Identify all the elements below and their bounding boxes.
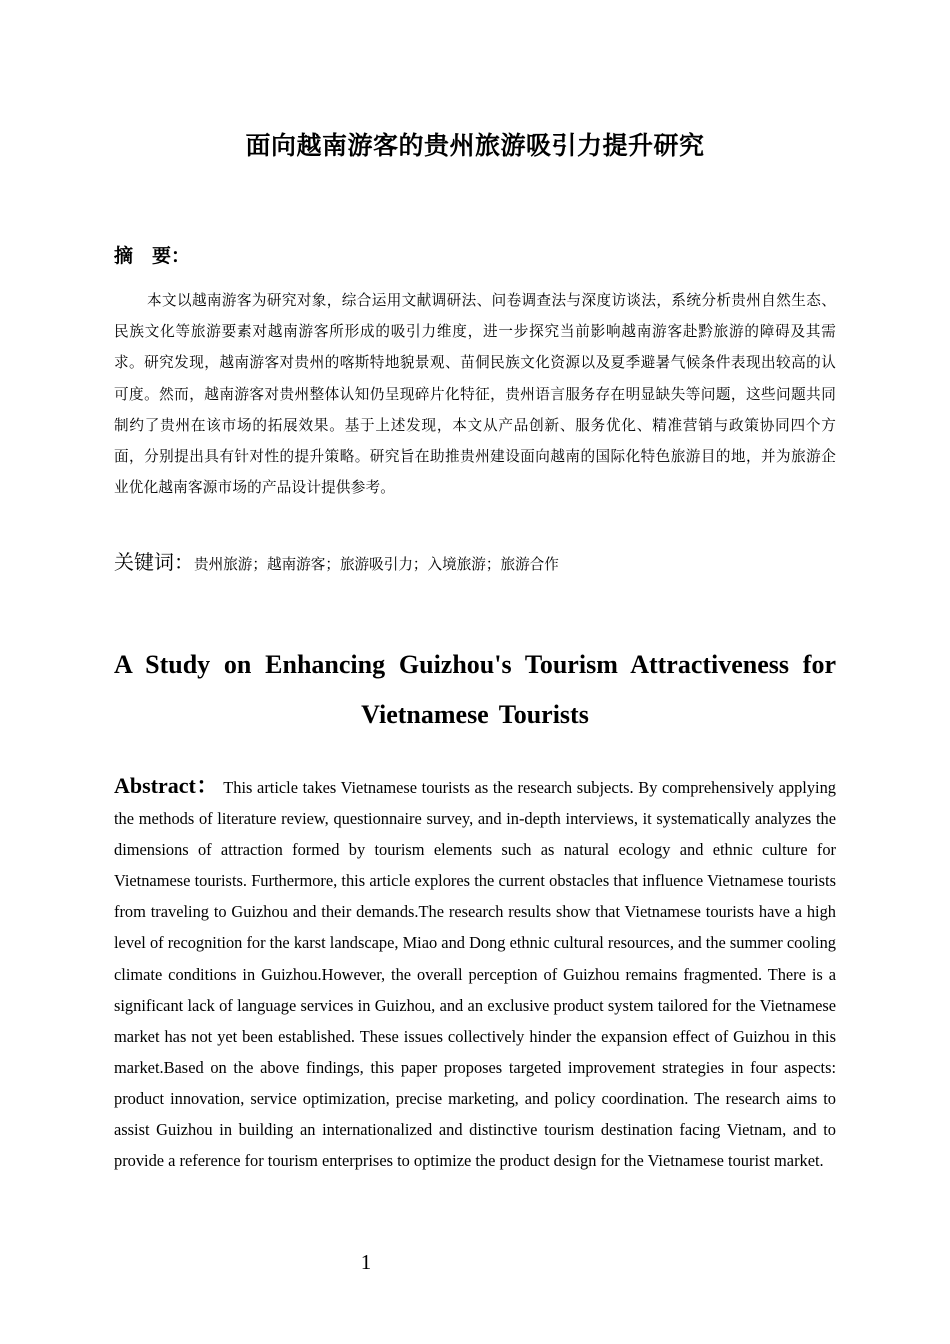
page-number: 1 (360, 1250, 372, 1274)
english-abstract-body: This article takes Vietnamese tourists as the research subjects. By comprehensively applying the methods of literature review, questionnaire survey, and in-depth interviews, it systematically analyzes the dimensions of attraction formed by tourism elements such as natural ecology and ethnic culture for Vietnamese tourists. Furthermore, this article explores the current obstacles that influence Vietnamese tourists from traveling to Guizhou and their demands.The research results show that Vietnamese tourists have a high level of recognition for the karst landscape, Miao and Dong ethnic cultural resources, and the summer cooling climate conditions in Guizhou.However, the overall perception of Guizhou remains fragmented. There is a significant lack of language services in Guizhou, and an exclusive product system tailored for the Vietnamese market has not yet been established. These issues collectively hinder the expansion effect of Guizhou in this market.Based on the above findings, this paper proposes targeted improvement strategies in four aspects: product innovation, service optimization, precise marketing, and policy coordination. The research aims to assist Guizhou in building an internationalized and distinctive tourism destination facing Vietnam, and to provide a reference for tourism enterprises to optimize the product design for the Vietnamese tourist market. (114, 778, 836, 1171)
english-title-line-2: Vietnamese Tourists (361, 700, 589, 729)
english-abstract-label: Abstract： (114, 773, 219, 798)
chinese-keywords (114, 546, 836, 581)
english-abstract (114, 770, 836, 1176)
english-title (114, 640, 836, 740)
english-title-line-1: A Study on Enhancing Guizhou's Tourism Attractiveness for (114, 650, 836, 679)
paper-page (114, 0, 836, 1344)
chinese-abstract-label: 摘 要： (114, 245, 191, 267)
chinese-abstract-body: 本文以越南游客为研究对象，综合运用文献调研法、问卷调查法与深度访谈法，系统分析贵州自然生态、民族文化等旅游要素对越南游客所形成的吸引力维度，进一步探究当前影响越南游客赴黔旅游的障碍及其需求。研究发现，越南游客对贵州的喀斯特地貌景观、苗侗民族文化资源以及夏季避暑气候条件表现出较高的认可度。然而，越南游客对贵州整体认知仍呈现碎片化特征，贵州语言服务存在明显缺失等问题，这些问题共同制约了贵州在该市场的拓展效果。基于上述发现，本文从产品创新、服务优化、精准营销与政策协同四个方面，分别提出具有针对性的提升策略。研究旨在助推贵州建设面向越南的国际化特色旅游目的地，并为旅游企业优化越南客源市场的产品设计提供参考。 (114, 292, 836, 497)
chinese-title: 面向越南游客的贵州旅游吸引力提升研究 (245, 131, 705, 160)
chinese-keywords-text: 贵州旅游；越南游客；旅游吸引力；入境旅游；旅游合作 (194, 556, 559, 573)
chinese-keywords-label: 关键词： (114, 550, 194, 574)
